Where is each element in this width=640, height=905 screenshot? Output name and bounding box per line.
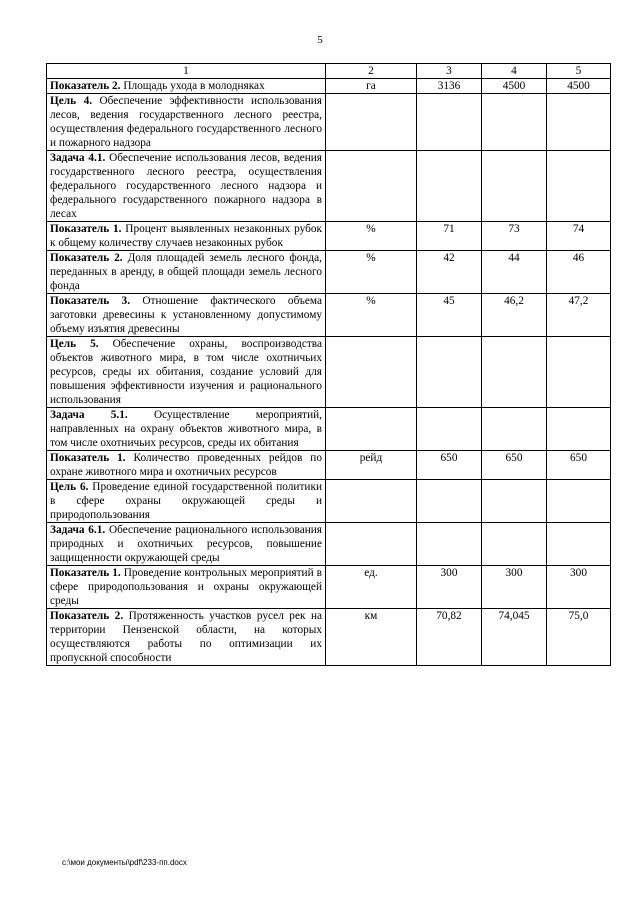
row-value-5 <box>547 337 611 408</box>
row-unit: км <box>326 609 417 666</box>
table-row <box>47 79 611 94</box>
column-header: 2 <box>326 64 417 79</box>
row-unit <box>326 151 417 222</box>
row-label: Показатель 2. <box>50 252 123 264</box>
row-text: Обеспечение эффективности использования лесов, ведения государственного лесного реестра, осуществления федерального государственного лесного и пожарного надзора <box>50 95 322 149</box>
row-unit: рейд <box>326 451 417 480</box>
row-unit: % <box>326 294 417 337</box>
row-value-4: 74,045 <box>482 609 547 666</box>
row-value-5: 4500 <box>547 79 611 94</box>
table-row <box>47 480 611 523</box>
row-unit: ед. <box>326 566 417 609</box>
row-value-3: 650 <box>417 451 482 480</box>
table-row <box>47 94 611 151</box>
row-unit: % <box>326 251 417 294</box>
table-row <box>47 408 611 451</box>
row-value-4: 44 <box>482 251 547 294</box>
row-description <box>47 566 326 609</box>
row-label: Показатель 3. <box>50 295 131 307</box>
row-value-4: 4500 <box>482 79 547 94</box>
table-row <box>47 451 611 480</box>
row-value-4 <box>482 408 547 451</box>
row-text: Протяженность участков русел рек на территории Пензенской области, на которых осуществляются работы по оптимизации их пропускной способности <box>50 610 322 664</box>
row-unit <box>326 480 417 523</box>
row-value-3: 45 <box>417 294 482 337</box>
row-value-4 <box>482 337 547 408</box>
row-value-5: 650 <box>547 451 611 480</box>
column-header: 4 <box>482 64 547 79</box>
row-description <box>47 222 326 251</box>
row-text: Количество проведенных рейдов по охране животного мира и охотничьих ресурсов <box>50 452 322 478</box>
row-value-3: 42 <box>417 251 482 294</box>
row-value-4: 300 <box>482 566 547 609</box>
row-text: Обеспечение охраны, воспроизводства объектов животного мира, в том числе охотничьих ресурсов, среды их обитания, создание условий для повышения эффективности изучения и рационального использования <box>50 338 322 406</box>
row-value-3: 3136 <box>417 79 482 94</box>
row-label: Показатель 1. <box>50 452 126 464</box>
row-value-4 <box>482 94 547 151</box>
row-value-5 <box>547 408 611 451</box>
table-row <box>47 151 611 222</box>
row-description <box>47 337 326 408</box>
row-text: Доля площадей земель лесного фонда, переданных в аренду, в общей площади земель лесного фонда <box>50 252 322 292</box>
row-value-3 <box>417 337 482 408</box>
row-text: Осуществление мероприятий, направленных на охрану объектов животного мира, в том числе охотничьих ресурсов, среды их обитания <box>50 409 322 449</box>
row-description <box>47 451 326 480</box>
row-value-5: 75,0 <box>547 609 611 666</box>
row-value-4 <box>482 523 547 566</box>
row-value-5: 47,2 <box>547 294 611 337</box>
column-header: 1 <box>47 64 326 79</box>
row-label: Показатель 1. <box>50 567 121 579</box>
row-description <box>47 151 326 222</box>
row-description <box>47 408 326 451</box>
row-text: Процент выявленных незаконных рубок к общему количеству случаев незаконных рубок <box>50 223 322 249</box>
row-description <box>47 294 326 337</box>
indicators-table <box>46 63 611 666</box>
table-row <box>47 294 611 337</box>
column-header: 3 <box>417 64 482 79</box>
row-label: Цель 4. <box>50 95 93 107</box>
table-header-row <box>47 64 611 79</box>
row-value-5 <box>547 480 611 523</box>
row-description <box>47 251 326 294</box>
row-value-5 <box>547 94 611 151</box>
table-row <box>47 523 611 566</box>
table-row <box>47 337 611 408</box>
row-unit: га <box>326 79 417 94</box>
row-value-5: 300 <box>547 566 611 609</box>
row-value-3: 70,82 <box>417 609 482 666</box>
row-unit: % <box>326 222 417 251</box>
row-unit <box>326 337 417 408</box>
row-value-3: 300 <box>417 566 482 609</box>
row-text: Площадь ухода в молодняках <box>120 80 265 92</box>
row-value-4: 650 <box>482 451 547 480</box>
row-value-4: 46,2 <box>482 294 547 337</box>
column-header: 5 <box>547 64 611 79</box>
row-value-3 <box>417 408 482 451</box>
row-value-4 <box>482 480 547 523</box>
row-description <box>47 609 326 666</box>
row-value-4 <box>482 151 547 222</box>
table-row <box>47 609 611 666</box>
row-label: Показатель 2. <box>50 610 124 622</box>
row-label: Показатель 1. <box>50 223 122 235</box>
row-unit <box>326 94 417 151</box>
row-value-3 <box>417 151 482 222</box>
row-value-5: 74 <box>547 222 611 251</box>
row-text: Обеспечение рационального использования природных и охотничьих ресурсов, повышение защищенности окружающей среды <box>50 524 323 564</box>
row-unit <box>326 408 417 451</box>
row-value-3 <box>417 480 482 523</box>
row-value-4: 73 <box>482 222 547 251</box>
row-label: Показатель 2. <box>50 80 121 92</box>
row-description <box>47 94 326 151</box>
table-row <box>47 222 611 251</box>
row-label: Цель 5. <box>50 338 99 350</box>
row-value-5: 46 <box>547 251 611 294</box>
row-label: Задача 6.1. <box>50 524 106 536</box>
table-row <box>47 566 611 609</box>
row-text: Проведение контрольных мероприятий в сфере природопользования и охраны окружающей среды <box>50 567 322 607</box>
row-description <box>47 523 326 566</box>
row-value-3 <box>417 94 482 151</box>
row-unit <box>326 523 417 566</box>
table-row <box>47 251 611 294</box>
row-text: Обеспечение использования лесов, ведения государственного лесного реестра, осуществления федерального государственного лесного надзора и федерального государственного пожарного надзора в лесах <box>50 152 323 220</box>
row-description <box>47 480 326 523</box>
row-label: Задача 5.1. <box>50 409 128 421</box>
footer-file-path: c:\мои документы\pdf\233-пп.docx <box>62 858 187 867</box>
row-value-3 <box>417 523 482 566</box>
row-value-5 <box>547 523 611 566</box>
page-number: 5 <box>317 34 323 46</box>
row-label: Цель 6. <box>50 481 89 493</box>
row-description <box>47 79 326 94</box>
row-value-5 <box>547 151 611 222</box>
row-label: Задача 4.1. <box>50 152 106 164</box>
row-value-3: 71 <box>417 222 482 251</box>
row-text: Проведение единой государственной политики в сфере охраны окружающей среды и природопользования <box>50 481 322 521</box>
row-text: Отношение фактического объема заготовки древесины к установленному допустимому объему изъятия древесины <box>50 295 322 335</box>
